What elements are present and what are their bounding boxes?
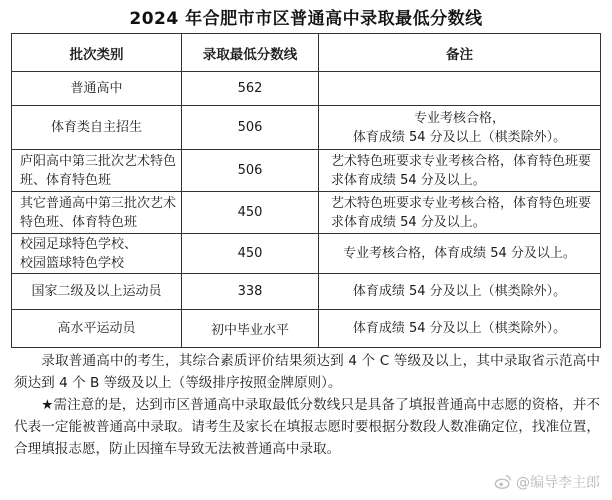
row-note: 专业考核合格， 体育成绩 54 分及以上（棋类除外）。: [319, 106, 601, 150]
watermark-text: @编导李主郎: [516, 475, 600, 491]
row-note: [319, 72, 601, 106]
row-score: 338: [182, 274, 319, 310]
table-row: [12, 106, 601, 150]
row-category: 校园足球特色学校、 校园篮球特色学校: [12, 234, 182, 274]
table-row: [12, 72, 601, 106]
table-header-row: [12, 34, 601, 72]
header-remarks: 备注: [319, 34, 601, 72]
row-note: 专业考核合格，体育成绩 54 分及以上。: [319, 234, 601, 274]
table-row: [12, 234, 601, 274]
row-category: 其它普通高中第三批次艺术特色班、体育特色班: [12, 192, 182, 234]
row-note: 体育成绩 54 分及以上（棋类除外）。: [319, 274, 601, 310]
header-category: 批次类别: [12, 34, 182, 72]
table-row: [12, 274, 601, 310]
table-row: [12, 310, 601, 348]
row-note: 体育成绩 54 分及以上（棋类除外）。: [319, 310, 601, 348]
score-table: [11, 33, 601, 348]
header-min-score: 录取最低分数线: [182, 34, 319, 72]
row-category: 普通高中: [12, 72, 182, 106]
table-row: [12, 150, 601, 192]
row-score: 450: [182, 234, 319, 274]
row-score: 506: [182, 106, 319, 150]
table-row: [12, 192, 601, 234]
row-score: 450: [182, 192, 319, 234]
page-title: 2024 年合肥市市区普通高中录取最低分数线: [129, 9, 483, 29]
notes-section: [14, 350, 600, 460]
weibo-icon: [494, 473, 512, 491]
row-category: 高水平运动员: [12, 310, 182, 348]
row-score: 初中毕业水平: [182, 310, 319, 348]
watermark: [494, 472, 600, 492]
row-category: 国家二级及以上运动员: [12, 274, 182, 310]
row-score: 562: [182, 72, 319, 106]
row-note: 艺术特色班要求专业考核合格，体育特色班要求体育成绩 54 分及以上。: [319, 150, 601, 192]
row-note: 艺术特色班要求专业考核合格，体育特色班要求体育成绩 54 分及以上。: [319, 192, 601, 234]
row-category: 庐阳高中第三批次艺术特色班、体育特色班: [12, 150, 182, 192]
note-paragraph-warning: ★需注意的是，达到市区普通高中录取最低分数线只是具备了填报普通高中志愿的资格，并不代表一定能被普通高中录取。请考生及家长在填报志愿时要根据分数段人数准确定位，找准位置，合理填报志愿，防止因撞车导致无法被普通高中录取。: [14, 397, 600, 457]
note-paragraph-quality: 录取普通高中的考生，其综合素质评价结果须达到 4 个 C 等级及以上，其中录取省示范高中须达到 4 个 B 等级及以上（等级排序按照金牌原则）。: [14, 353, 600, 391]
row-score: 506: [182, 150, 319, 192]
row-category: 体育类自主招生: [12, 106, 182, 150]
